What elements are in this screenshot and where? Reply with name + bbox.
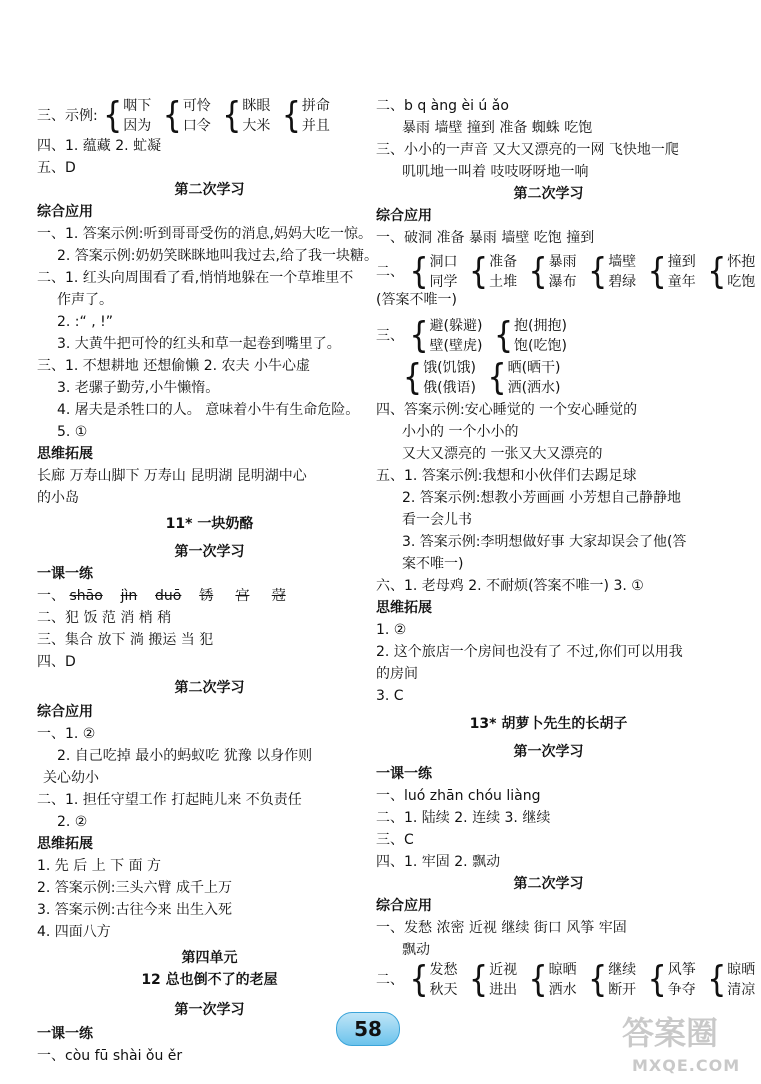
answer-line: 二、b q àng èi ú ǎo <box>376 98 509 114</box>
word: 吃饱 <box>727 274 756 290</box>
exercise-row <box>37 96 336 136</box>
answer-line: 2. :“ , !” <box>57 314 113 330</box>
word: 可怜 <box>182 98 211 114</box>
subsection-heading: 思维拓展 <box>37 446 93 462</box>
exercise-row <box>376 316 573 356</box>
answer-line: 1. ② <box>376 622 407 638</box>
answer-line: 3. C <box>376 688 404 704</box>
answer-line: 四、1. 蕴藏 2. 虻凝 <box>37 138 162 154</box>
subsection-heading: 思维拓展 <box>376 600 432 616</box>
brace-icon: { <box>222 94 242 137</box>
answer-note: (答案不唯一) <box>376 292 457 308</box>
answer-line: 的房间 <box>376 666 418 682</box>
answer-line: 六、1. 老母鸡 2. 不耐烦(答案不唯一) 3. ① <box>376 578 644 594</box>
answer-line: 暴雨 墙壁 撞到 准备 蜘蛛 吃饱 <box>402 120 593 136</box>
answer-line: 飘动 <box>402 942 430 958</box>
subsection-heading: 一课一练 <box>37 1026 93 1042</box>
word: 准备 <box>489 254 518 270</box>
word: 洒水 <box>548 982 577 998</box>
answer-line: 叽叽地一叫着 吱吱呀呀地一响 <box>402 164 589 180</box>
brace-icon: { <box>647 250 667 293</box>
answer-line: 四、答案示例:安心睡觉的 一个安心睡觉的 <box>376 402 638 418</box>
section-heading: 第二次学习 <box>174 680 245 696</box>
answer-line: 作声了。 <box>57 292 113 308</box>
word: 暴雨 <box>548 254 577 270</box>
answer-line: 一、luó zhān chóu liàng <box>376 788 541 804</box>
item-number: 二、 <box>376 264 404 280</box>
watermark-text: 答案圈 <box>622 1014 719 1052</box>
word: 晾晒 <box>548 962 577 978</box>
answer-line: 四、D <box>37 654 76 670</box>
lesson-title: 11* 一块奶酪 <box>165 516 254 532</box>
answer-line: 的小岛 <box>37 490 79 506</box>
brace-icon: { <box>528 250 548 293</box>
crossed-word: duō <box>155 588 182 604</box>
word: 土堆 <box>489 274 518 290</box>
word: 风筝 <box>667 962 696 978</box>
word: 碧绿 <box>608 274 637 290</box>
word: 口令 <box>182 118 211 134</box>
brace-icon: { <box>162 94 182 137</box>
crossed-word: 蒄 <box>271 588 286 604</box>
unit-title: 第四单元 <box>181 950 238 966</box>
word: 童年 <box>667 274 696 290</box>
brace-icon: { <box>707 958 727 1001</box>
answer-line: 2. 这个旅店一个房间也没有了 不过,你们可以用我 <box>376 644 683 660</box>
brace-icon: { <box>493 314 514 357</box>
answer-line: 一、còu fū shài ǒu ěr <box>37 1048 183 1064</box>
word: 拼命 <box>301 98 330 114</box>
answer-line: 二、1. 担任守望工作 打起盹儿来 不负责任 <box>37 792 302 808</box>
answer-line: 五、1. 答案示例:我想和小伙伴们去踢足球 <box>376 468 637 484</box>
crossed-word: jìn <box>120 588 138 604</box>
crossed-word: 宫 <box>235 588 250 604</box>
item-number: 二、 <box>376 972 404 988</box>
answer-line: 三、1. 不想耕地 还想偷懒 2. 农夫 小牛心虚 <box>37 358 310 374</box>
answer-line: 2. ② <box>57 814 88 830</box>
answer-line: 5. ① <box>57 424 88 440</box>
word: 清凉 <box>727 982 756 998</box>
answer-line: 五、D <box>37 160 76 176</box>
brace-icon: { <box>707 250 727 293</box>
answer-line: 3. 老骡子勤劳,小牛懒惰。 <box>57 380 220 396</box>
brace-icon: { <box>403 356 423 399</box>
brace-icon: { <box>588 958 608 1001</box>
brace-icon: { <box>469 958 489 1001</box>
word: 避(躲避) <box>429 318 483 334</box>
answer-line: 四、1. 牢固 2. 飘动 <box>376 854 501 870</box>
answer-line: 长廊 万寿山脚下 万寿山 昆明湖 昆明湖中心 <box>37 468 307 484</box>
word: 并且 <box>301 118 330 134</box>
lesson-title: 13* 胡萝卜先生的长胡子 <box>469 716 628 732</box>
crossed-word: 锈 <box>199 588 214 604</box>
subsection-heading: 综合应用 <box>376 898 432 914</box>
word: 瀑布 <box>548 274 577 290</box>
word: 秋天 <box>429 982 458 998</box>
word: 进出 <box>489 982 518 998</box>
answer-line: 小小的 一个小小的 <box>402 424 519 440</box>
answer-line: 一、破洞 准备 暴雨 墙壁 吃饱 撞到 <box>376 230 595 246</box>
answer-line: 4. 屠夫是杀牲口的人。 意味着小牛有生命危险。 <box>57 402 360 418</box>
word: 抱(拥抱) <box>514 318 567 334</box>
subsection-heading: 综合应用 <box>376 208 432 224</box>
watermark-url: MXQE.COM <box>632 1056 741 1075</box>
answer-line: 二、犯 饭 范 消 梢 稍 <box>37 610 172 626</box>
word: 眯眼 <box>242 98 271 114</box>
answer-line: 二、1. 红头向周围看了看,悄悄地躲在一个草堆里不 <box>37 270 354 286</box>
word: 近视 <box>489 962 518 978</box>
word: 同学 <box>429 274 458 290</box>
word: 继续 <box>608 962 637 978</box>
answer-line: 又大又漂亮的 一张又大又漂亮的 <box>402 446 603 462</box>
exercise-row <box>402 358 567 398</box>
item-number: 一、 <box>37 588 65 604</box>
word: 墙壁 <box>608 254 637 270</box>
brace-icon: { <box>469 250 489 293</box>
answer-line: 3. 答案示例:古往今来 出生入死 <box>37 902 232 918</box>
word: 饱(吃饱) <box>514 338 567 354</box>
word: 发愁 <box>429 962 458 978</box>
answer-line: 3. 答案示例:李明想做好事 大家却误会了他(答 <box>402 534 687 550</box>
word: 咽下 <box>123 98 152 114</box>
answer-line <box>37 586 286 606</box>
subsection-heading: 一课一练 <box>376 766 432 782</box>
page-number: 58 <box>336 1012 400 1046</box>
answer-line: 一、发愁 浓密 近视 继续 街口 风筝 牢固 <box>376 920 627 936</box>
brace-icon: { <box>281 94 301 137</box>
brace-icon: { <box>409 250 429 293</box>
word: 怀抱 <box>727 254 756 270</box>
answer-line: 三、集合 放下 淌 搬运 当 犯 <box>37 632 214 648</box>
section-heading: 第二次学习 <box>513 186 584 202</box>
answer-line: 二、1. 陆续 2. 连续 3. 继续 <box>376 810 551 826</box>
answer-line: 三、C <box>376 832 414 848</box>
brace-icon: { <box>647 958 667 1001</box>
crossed-word: shāo <box>69 588 103 604</box>
subsection-heading: 综合应用 <box>37 204 93 220</box>
item-number: 三、 <box>376 328 404 344</box>
section-heading: 第一次学习 <box>174 1002 245 1018</box>
answer-line: 三、小小的一声音 又大又漂亮的一网 飞快地一爬 <box>376 142 679 158</box>
lesson-title: 12 总也倒不了的老屋 <box>141 972 278 988</box>
exercise-label: 三、示例: <box>37 108 98 124</box>
subsection-heading: 思维拓展 <box>37 836 93 852</box>
word: 饿(饥饿) <box>423 360 477 376</box>
watermark-logo <box>618 1008 744 1080</box>
subsection-heading: 一课一练 <box>37 566 93 582</box>
brace-icon: { <box>409 314 429 357</box>
word: 因为 <box>123 118 152 134</box>
exercise-row <box>376 960 761 1000</box>
answer-line: 3. 大黄牛把可怜的红头和草一起卷到嘴里了。 <box>57 336 341 352</box>
section-heading: 第一次学习 <box>174 544 245 560</box>
brace-icon: { <box>487 356 507 399</box>
word: 晒(晒干) <box>507 360 561 376</box>
exercise-row <box>376 252 761 292</box>
brace-icon: { <box>409 958 429 1001</box>
answer-line: 2. 答案示例:三头六臂 成千上万 <box>37 880 232 896</box>
section-heading: 第二次学习 <box>174 182 245 198</box>
answer-line: 关心幼小 <box>43 770 99 786</box>
answer-line: 一、1. ② <box>37 726 96 742</box>
word: 争夺 <box>667 982 696 998</box>
section-heading: 第一次学习 <box>513 744 584 760</box>
answer-line: 一、1. 答案示例:听到哥哥受伤的消息,妈妈大吃一惊。 <box>37 226 372 242</box>
word: 断开 <box>608 982 637 998</box>
answer-line: 看一会儿书 <box>402 512 472 528</box>
answer-line: 案不唯一) <box>402 556 464 572</box>
brace-icon: { <box>103 94 123 137</box>
brace-icon: { <box>528 958 548 1001</box>
answer-line: 2. 自己吃掉 最小的蚂蚁吃 犹豫 以身作则 <box>57 748 313 764</box>
word: 壁(壁虎) <box>429 338 483 354</box>
section-heading: 第二次学习 <box>513 876 584 892</box>
answer-line: 2. 答案示例:想教小芳画画 小芳想自己静静地 <box>402 490 681 506</box>
word: 晾晒 <box>727 962 756 978</box>
word: 洞口 <box>429 254 458 270</box>
answer-line: 4. 四面八方 <box>37 924 111 940</box>
word: 撞到 <box>667 254 696 270</box>
answer-line: 1. 先 后 上 下 面 方 <box>37 858 162 874</box>
word: 大米 <box>242 118 271 134</box>
answer-line: 2. 答案示例:奶奶笑眯眯地叫我过去,给了我一块糖。 <box>57 248 378 264</box>
word: 俄(俄语) <box>423 380 477 396</box>
word: 洒(洒水) <box>507 380 561 396</box>
brace-icon: { <box>588 250 608 293</box>
subsection-heading: 综合应用 <box>37 704 93 720</box>
